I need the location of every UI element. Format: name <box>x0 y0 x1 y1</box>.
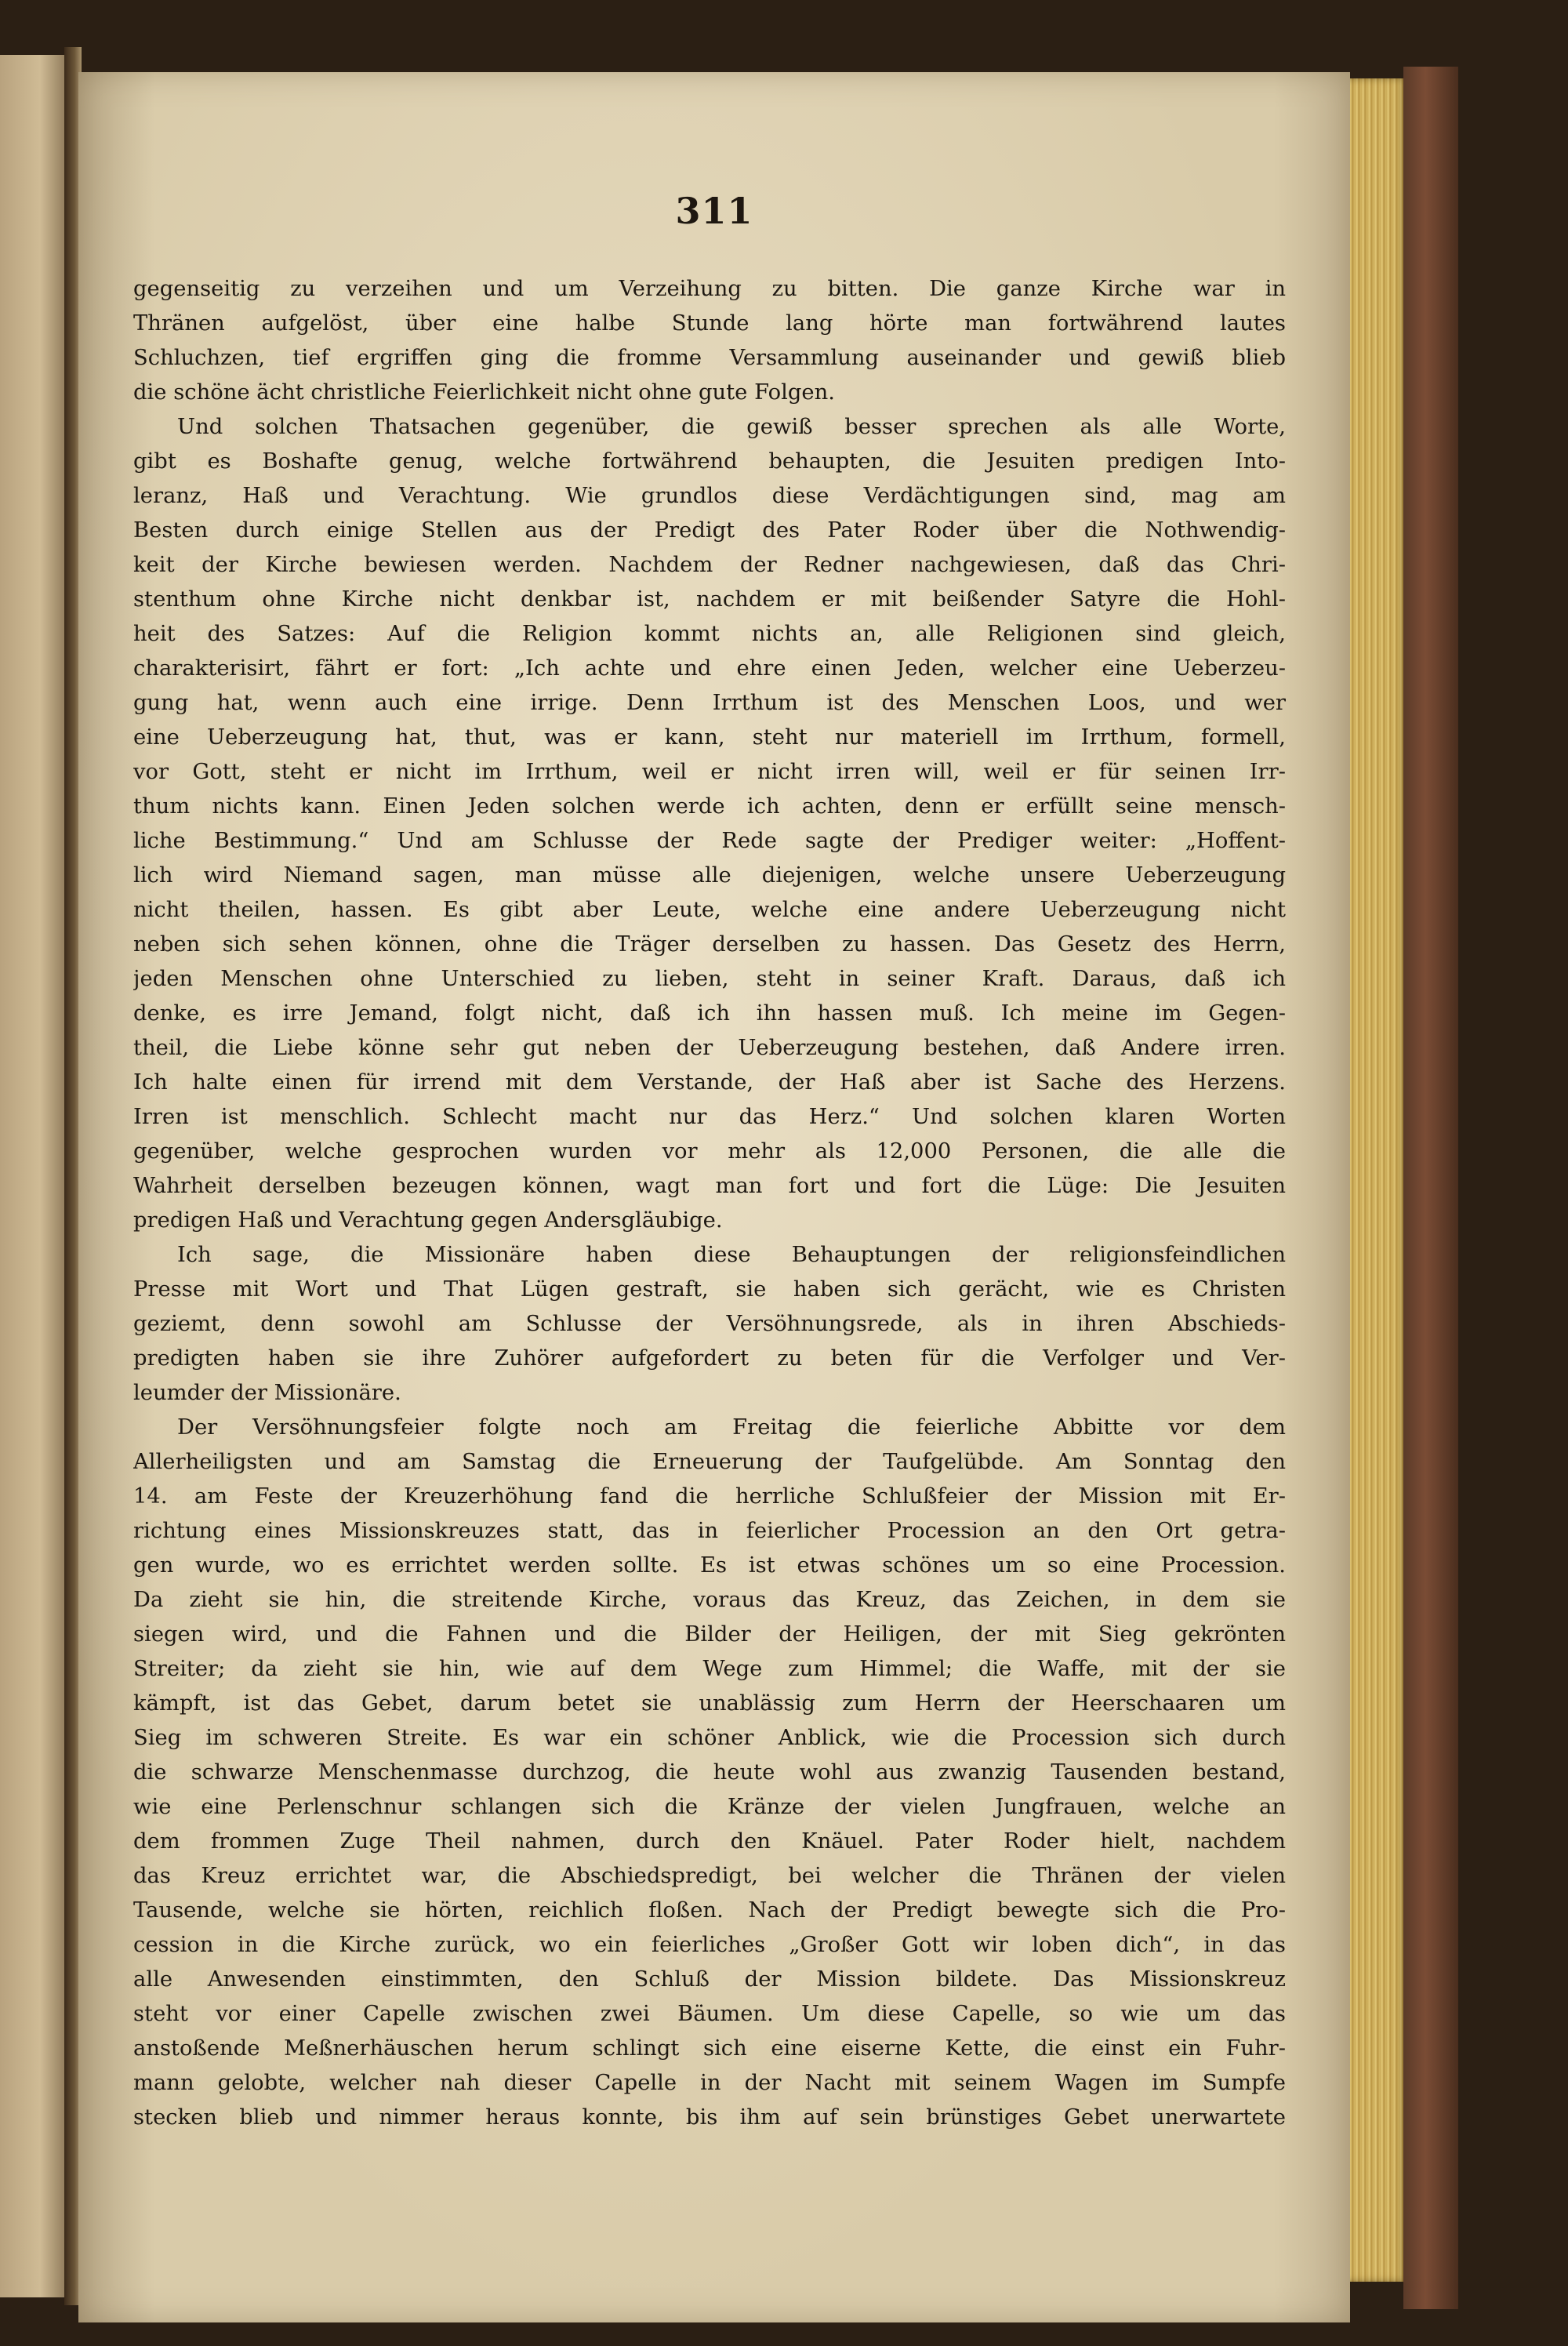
text-line: thum nichts kann. Einen Jeden solchen werde ich achten, denn er erfüllt seine mensch- <box>133 794 1286 819</box>
text-line: Schluchzen, tief ergriffen ging die fromme Versammlung auseinander und gewiß blieb <box>133 346 1286 370</box>
text-line: nicht theilen, hassen. Es gibt aber Leute, welche eine andere Ueberzeugung nicht <box>133 898 1286 922</box>
text-line: steht vor einer Capelle zwischen zwei Bäumen. Um diese Capelle, so wie um das <box>133 2002 1286 2026</box>
page-number: 311 <box>675 190 753 232</box>
text-line: geziemt, denn sowohl am Schlusse der Versöhnungsrede, als in ihren Abschieds- <box>133 1312 1286 1336</box>
text-line: jeden Menschen ohne Unterschied zu lieben, steht in seiner Kraft. Daraus, daß ich <box>133 967 1286 991</box>
text-line: keit der Kirche bewiesen werden. Nachdem der Redner nachgewiesen, daß das Chri- <box>133 553 1286 577</box>
text-line: alle Anwesenden einstimmten, den Schluß der Mission bildete. Das Missionskreuz <box>133 1967 1286 1992</box>
text-line: Presse mit Wort und That Lügen gestraft, sie haben sich gerächt, wie es Christen <box>133 1277 1286 1302</box>
text-line: die schöne ächt christliche Feierlichkeit nicht ohne gute Folgen. <box>133 380 835 405</box>
text-line: lich wird Niemand sagen, man müsse alle diejenigen, welche unsere Ueberzeugung <box>133 863 1286 888</box>
text-line: gegenseitig zu verzeihen und um Verzeihung zu bitten. Die ganze Kirche war in <box>133 277 1286 301</box>
text-line: Wahrheit derselben bezeugen können, wagt man fort und fort die Lüge: Die Jesuiten <box>133 1174 1286 1198</box>
text-line: Allerheiligsten und am Samstag die Erneuerung der Taufgelübde. Am Sonntag den <box>133 1450 1286 1474</box>
text-line: Der Versöhnungsfeier folgte noch am Freitag die feierliche Abbitte vor dem <box>177 1415 1286 1440</box>
text-line: predigen Haß und Verachtung gegen Andersgläubige. <box>133 1208 723 1233</box>
text-line: 14. am Feste der Kreuzerhöhung fand die herrliche Schlußfeier der Mission mit Er- <box>133 1484 1286 1509</box>
text-line: predigten haben sie ihre Zuhörer aufgefordert zu beten für die Verfolger und Ver- <box>133 1346 1286 1371</box>
text-line: Ich halte einen für irrend mit dem Verstande, der Haß aber ist Sache des Herzens. <box>133 1070 1286 1095</box>
text-line: dem frommen Zuge Theil nahmen, durch den Knäuel. Pater Roder hielt, nachdem <box>133 1829 1286 1854</box>
text-line: anstoßende Meßnerhäuschen herum schlingt sich eine eiserne Kette, die einst ein Fuhr- <box>133 2036 1286 2061</box>
text-line: kämpft, ist das Gebet, darum betet sie unablässig zum Herrn der Heerschaaren um <box>133 1691 1286 1716</box>
text-line: Streiter; da zieht sie hin, wie auf dem Wege zum Himmel; die Waffe, mit der sie <box>133 1657 1286 1681</box>
page-edges <box>1348 78 1407 2282</box>
text-line: neben sich sehen können, ohne die Träger derselben zu hassen. Das Gesetz des Herrn, <box>133 932 1286 957</box>
text-line: charakterisirt, fährt er fort: „Ich achte und ehre einen Jeden, welcher eine Ueberzeu- <box>133 656 1286 681</box>
text-line: das Kreuz errichtet war, die Abschiedspredigt, bei welcher die Thränen der vielen <box>133 1864 1286 1888</box>
text-line: Thränen aufgelöst, über eine halbe Stunde lang hörte man fortwährend lautes <box>133 311 1286 336</box>
text-line: gen wurde, wo es errichtet werden sollte. Es ist etwas schönes um so eine Procession. <box>133 1553 1286 1578</box>
text-line: liche Bestimmung.“ Und am Schlusse der Rede sagte der Prediger weiter: „Hoffent- <box>133 829 1286 853</box>
text-line: heit des Satzes: Auf die Religion kommt nichts an, alle Religionen sind gleich, <box>133 622 1286 646</box>
text-line: gung hat, wenn auch eine irrige. Denn Irrthum ist des Menschen Loos, und wer <box>133 691 1286 715</box>
text-line: siegen wird, und die Fahnen und die Bilder der Heiligen, der mit Sieg gekrönten <box>133 1622 1286 1647</box>
text-line: eine Ueberzeugung hat, thut, was er kann, steht nur materiell im Irrthum, formell, <box>133 725 1286 750</box>
left-page-edge <box>0 55 67 2297</box>
text-line: leumder der Missionäre. <box>133 1381 401 1405</box>
cover-edge <box>1403 67 1458 2309</box>
text-line: vor Gott, steht er nicht im Irrthum, weil er nicht irren will, weil er für seinen Irr- <box>133 760 1286 784</box>
text-line: Und solchen Thatsachen gegenüber, die gewiß besser sprechen als alle Worte, <box>177 415 1286 439</box>
text-line: cession in die Kirche zurück, wo ein feierliches „Großer Gott wir loben dich“, in das <box>133 1933 1286 1957</box>
text-line: mann gelobte, welcher nah dieser Capelle in der Nacht mit seinem Wagen im Sumpfe <box>133 2071 1286 2095</box>
text-line: leranz, Haß und Verachtung. Wie grundlos diese Verdächtigungen sind, mag am <box>133 484 1286 508</box>
text-line: stenthum ohne Kirche nicht denkbar ist, nachdem er mit beißender Satyre die Hohl- <box>133 587 1286 612</box>
text-line: stecken blieb und nimmer heraus konnte, bis ihm auf sein brünstiges Gebet unerwartete <box>133 2105 1286 2130</box>
text-line: theil, die Liebe könne sehr gut neben der Ueberzeugung bestehen, daß Andere irren. <box>133 1036 1286 1060</box>
text-line: die schwarze Menschenmasse durchzog, die heute wohl aus zwanzig Tausenden bestand, <box>133 1760 1286 1785</box>
text-line: Da zieht sie hin, die streitende Kirche, voraus das Kreuz, das Zeichen, in dem sie <box>133 1588 1286 1612</box>
text-line: denke, es irre Jemand, folgt nicht, daß ich ihn hassen muß. Ich meine im Gegen- <box>133 1001 1286 1026</box>
text-line: gibt es Boshafte genug, welche fortwährend behaupten, die Jesuiten predigen Into- <box>133 449 1286 474</box>
text-line: richtung eines Missionskreuzes statt, das in feierlicher Procession an den Ort getra- <box>133 1519 1286 1543</box>
text-line: Irren ist menschlich. Schlecht macht nur das Herz.“ Und solchen klaren Worten <box>133 1105 1286 1129</box>
body-text <box>133 272 1286 2135</box>
text-line: gegenüber, welche gesprochen wurden vor mehr als 12,000 Personen, die alle die <box>133 1139 1286 1164</box>
text-line: Besten durch einige Stellen aus der Predigt des Pater Roder über die Nothwendig- <box>133 518 1286 543</box>
text-line: Tausende, welche sie hörten, reichlich floßen. Nach der Predigt bewegte sich die Pro- <box>133 1898 1286 1923</box>
text-line: Sieg im schweren Streite. Es war ein schöner Anblick, wie die Procession sich durch <box>133 1726 1286 1750</box>
text-line: wie eine Perlenschnur schlangen sich die Kränze der vielen Jungfrauen, welche an <box>133 1795 1286 1819</box>
book-page <box>78 72 1350 2322</box>
text-line: Ich sage, die Missionäre haben diese Behauptungen der religionsfeindlichen <box>177 1243 1286 1267</box>
